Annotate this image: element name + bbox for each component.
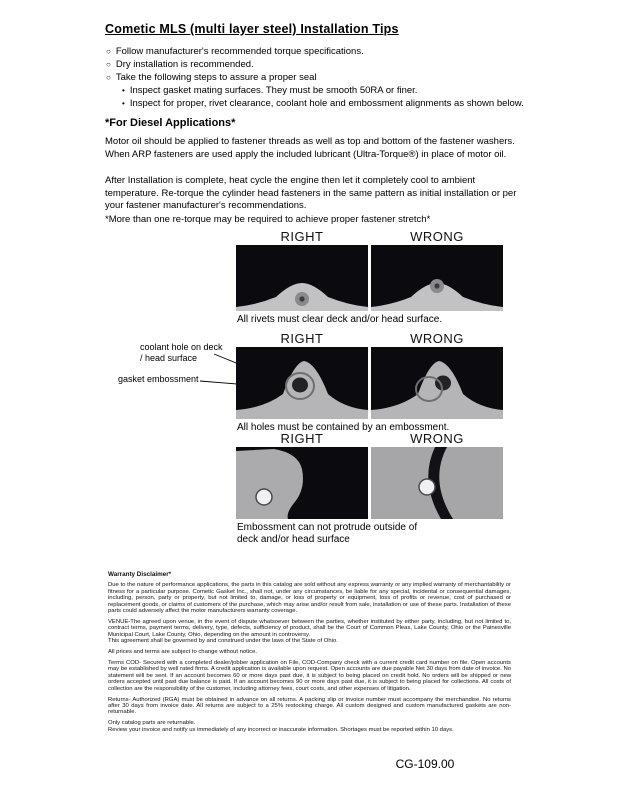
page-title: Cometic MLS (multi layer steel) Installation Tips bbox=[105, 22, 399, 36]
list-item bbox=[106, 71, 364, 84]
figure-coolant-hole-wrong-image bbox=[371, 347, 503, 419]
right-label-row1: RIGHT bbox=[280, 229, 324, 244]
circle-bullet-icon: ○ bbox=[106, 47, 111, 56]
legal-paragraph: Due to the nature of performance applications, the parts in this catalog are sold without any express warranty or any implied warranty of merchantability or fitness for a particular purpose. Cometic Gasket Inc., shall not, under any circumstances, be liable for any special, incidental or consequential damages, including, person, party or property, but not limited to, damage, or loss of property or equipment, loss of profits or revenue, cost of purchased or replacement goods, or claims of customers of the purchase, which may arise and/or result from sale, installation or use of these parts. Installation of these parts could adversely affect the motor manufacturers warranty coverage. bbox=[108, 582, 511, 615]
gasket-embossment-callout: gasket embossment bbox=[118, 374, 199, 384]
legal-section bbox=[108, 572, 511, 738]
list-item bbox=[122, 97, 524, 110]
tip-text: Take the following steps to assure a proper seal bbox=[115, 72, 317, 83]
right-label-row3: RIGHT bbox=[280, 431, 324, 446]
figure-rivet-right-image bbox=[236, 245, 368, 311]
dot-bullet-icon: • bbox=[122, 86, 125, 95]
figure-embossment-wrong-image bbox=[371, 447, 503, 519]
tip-text: Inspect gasket mating surfaces. They must be smooth 50RA or finer. bbox=[129, 85, 418, 96]
warranty-disclaimer-heading: Warranty Disclaimer* bbox=[108, 571, 172, 578]
diesel-applications-heading: *For Diesel Applications* bbox=[105, 117, 236, 129]
page-number: CG-109.00 bbox=[395, 757, 455, 771]
caption-embossment: Embossment can not protrude outside of deck and/or head surface bbox=[237, 522, 418, 545]
tips-list bbox=[106, 45, 364, 84]
circle-bullet-icon: ○ bbox=[106, 73, 111, 82]
caption-rivets: All rivets must clear deck and/or head surface. bbox=[237, 314, 443, 325]
sub-tips-list bbox=[122, 84, 524, 110]
legal-paragraph: Terms COD- Secured with a completed dealer/jobber application on File, COD-Company check with a current credit card number on file. Open accounts may be established by well rated firms. A credit application is available upon request. Open accounts are due payable Net 30 days from date of invoice. No statement will be sent. If an account becomes 60 or more days past due, it is subject to being placed on credit hold. No orders will be shipped or new orders accepted until past due balance is paid. If an account becomes 90 or more days past due, it is subject to being placed for collections. All costs of collection are the responsibility of the customer, including attorney fees, court costs, and other expenses of litigation. bbox=[108, 659, 511, 692]
legal-paragraph: Returns- Authorized (RGA) must be obtained in advance on all returns. A packing slip or invoice number must accompany the merchandise. No returns after 30 days from invoice date. All returns are subject to a 25% restocking charge. All custom designed and custom manufactured gaskets are non-returnable. bbox=[108, 696, 511, 716]
wrong-label-row3: WRONG bbox=[410, 431, 464, 446]
figure-embossment-right-image bbox=[236, 447, 368, 519]
figure-coolant-hole-right-image bbox=[236, 347, 368, 419]
right-label-row2: RIGHT bbox=[280, 331, 324, 346]
tip-text: Dry installation is recommended. bbox=[115, 59, 254, 70]
list-item bbox=[106, 45, 364, 58]
list-item bbox=[106, 58, 364, 71]
list-item bbox=[122, 84, 524, 97]
figure-rivet-wrong-image bbox=[371, 245, 503, 311]
dot-bullet-icon: • bbox=[122, 99, 125, 108]
retorque-note: *More than one re-torque may be required to achieve proper fastener stretch* bbox=[105, 214, 431, 225]
legal-paragraph: VENUE-The agreed upon venue, in the event of dispute whatsoever between the parties, whether instituted by either party, including, but not limited to, contract terms, payment terms, delivery, type, defects, sufficiency of product, shall be the Court of Common Pleas, Lake County, Ohio or the Painesville Municipal Court, Lake County, Ohio, depending on the amount in controversy. This agreement shall be governed by and construed under the laws of the State of Ohio. bbox=[108, 618, 511, 645]
tip-text: Follow manufacturer's recommended torque specifications. bbox=[115, 46, 364, 57]
circle-bullet-icon: ○ bbox=[106, 60, 111, 69]
diesel-paragraph-1: Motor oil should be applied to fastener threads as well as top and bottom of the fastener washers. When ARP fasteners are used apply the included lubricant (Ultra-Torque®) in place of motor oil. bbox=[105, 136, 515, 160]
diesel-paragraph-2: After Installation is complete, heat cycle the engine then let it completely cool to ambient temperature. Re-torque the cylinder head fasteners in the same pattern as initial installation or per your fastener manufacturer's recommendations. bbox=[105, 175, 517, 211]
coolant-hole-callout: coolant hole on deck / head surface bbox=[140, 342, 223, 363]
legal-paragraph: All prices and terms are subject to change without notice. bbox=[108, 649, 257, 656]
wrong-label-row2: WRONG bbox=[410, 331, 464, 346]
tip-text: Inspect for proper, rivet clearance, coolant hole and embossment alignments as shown below. bbox=[129, 98, 524, 109]
legal-paragraph: Only catalog parts are returnable. Review your invoice and notify us immediately of any incorrect or inaccurate information. Shortages must be reported within 10 days. bbox=[108, 720, 454, 733]
wrong-label-row1: WRONG bbox=[410, 229, 464, 244]
caption-holes: All holes must be contained by an embossment. bbox=[237, 422, 450, 433]
